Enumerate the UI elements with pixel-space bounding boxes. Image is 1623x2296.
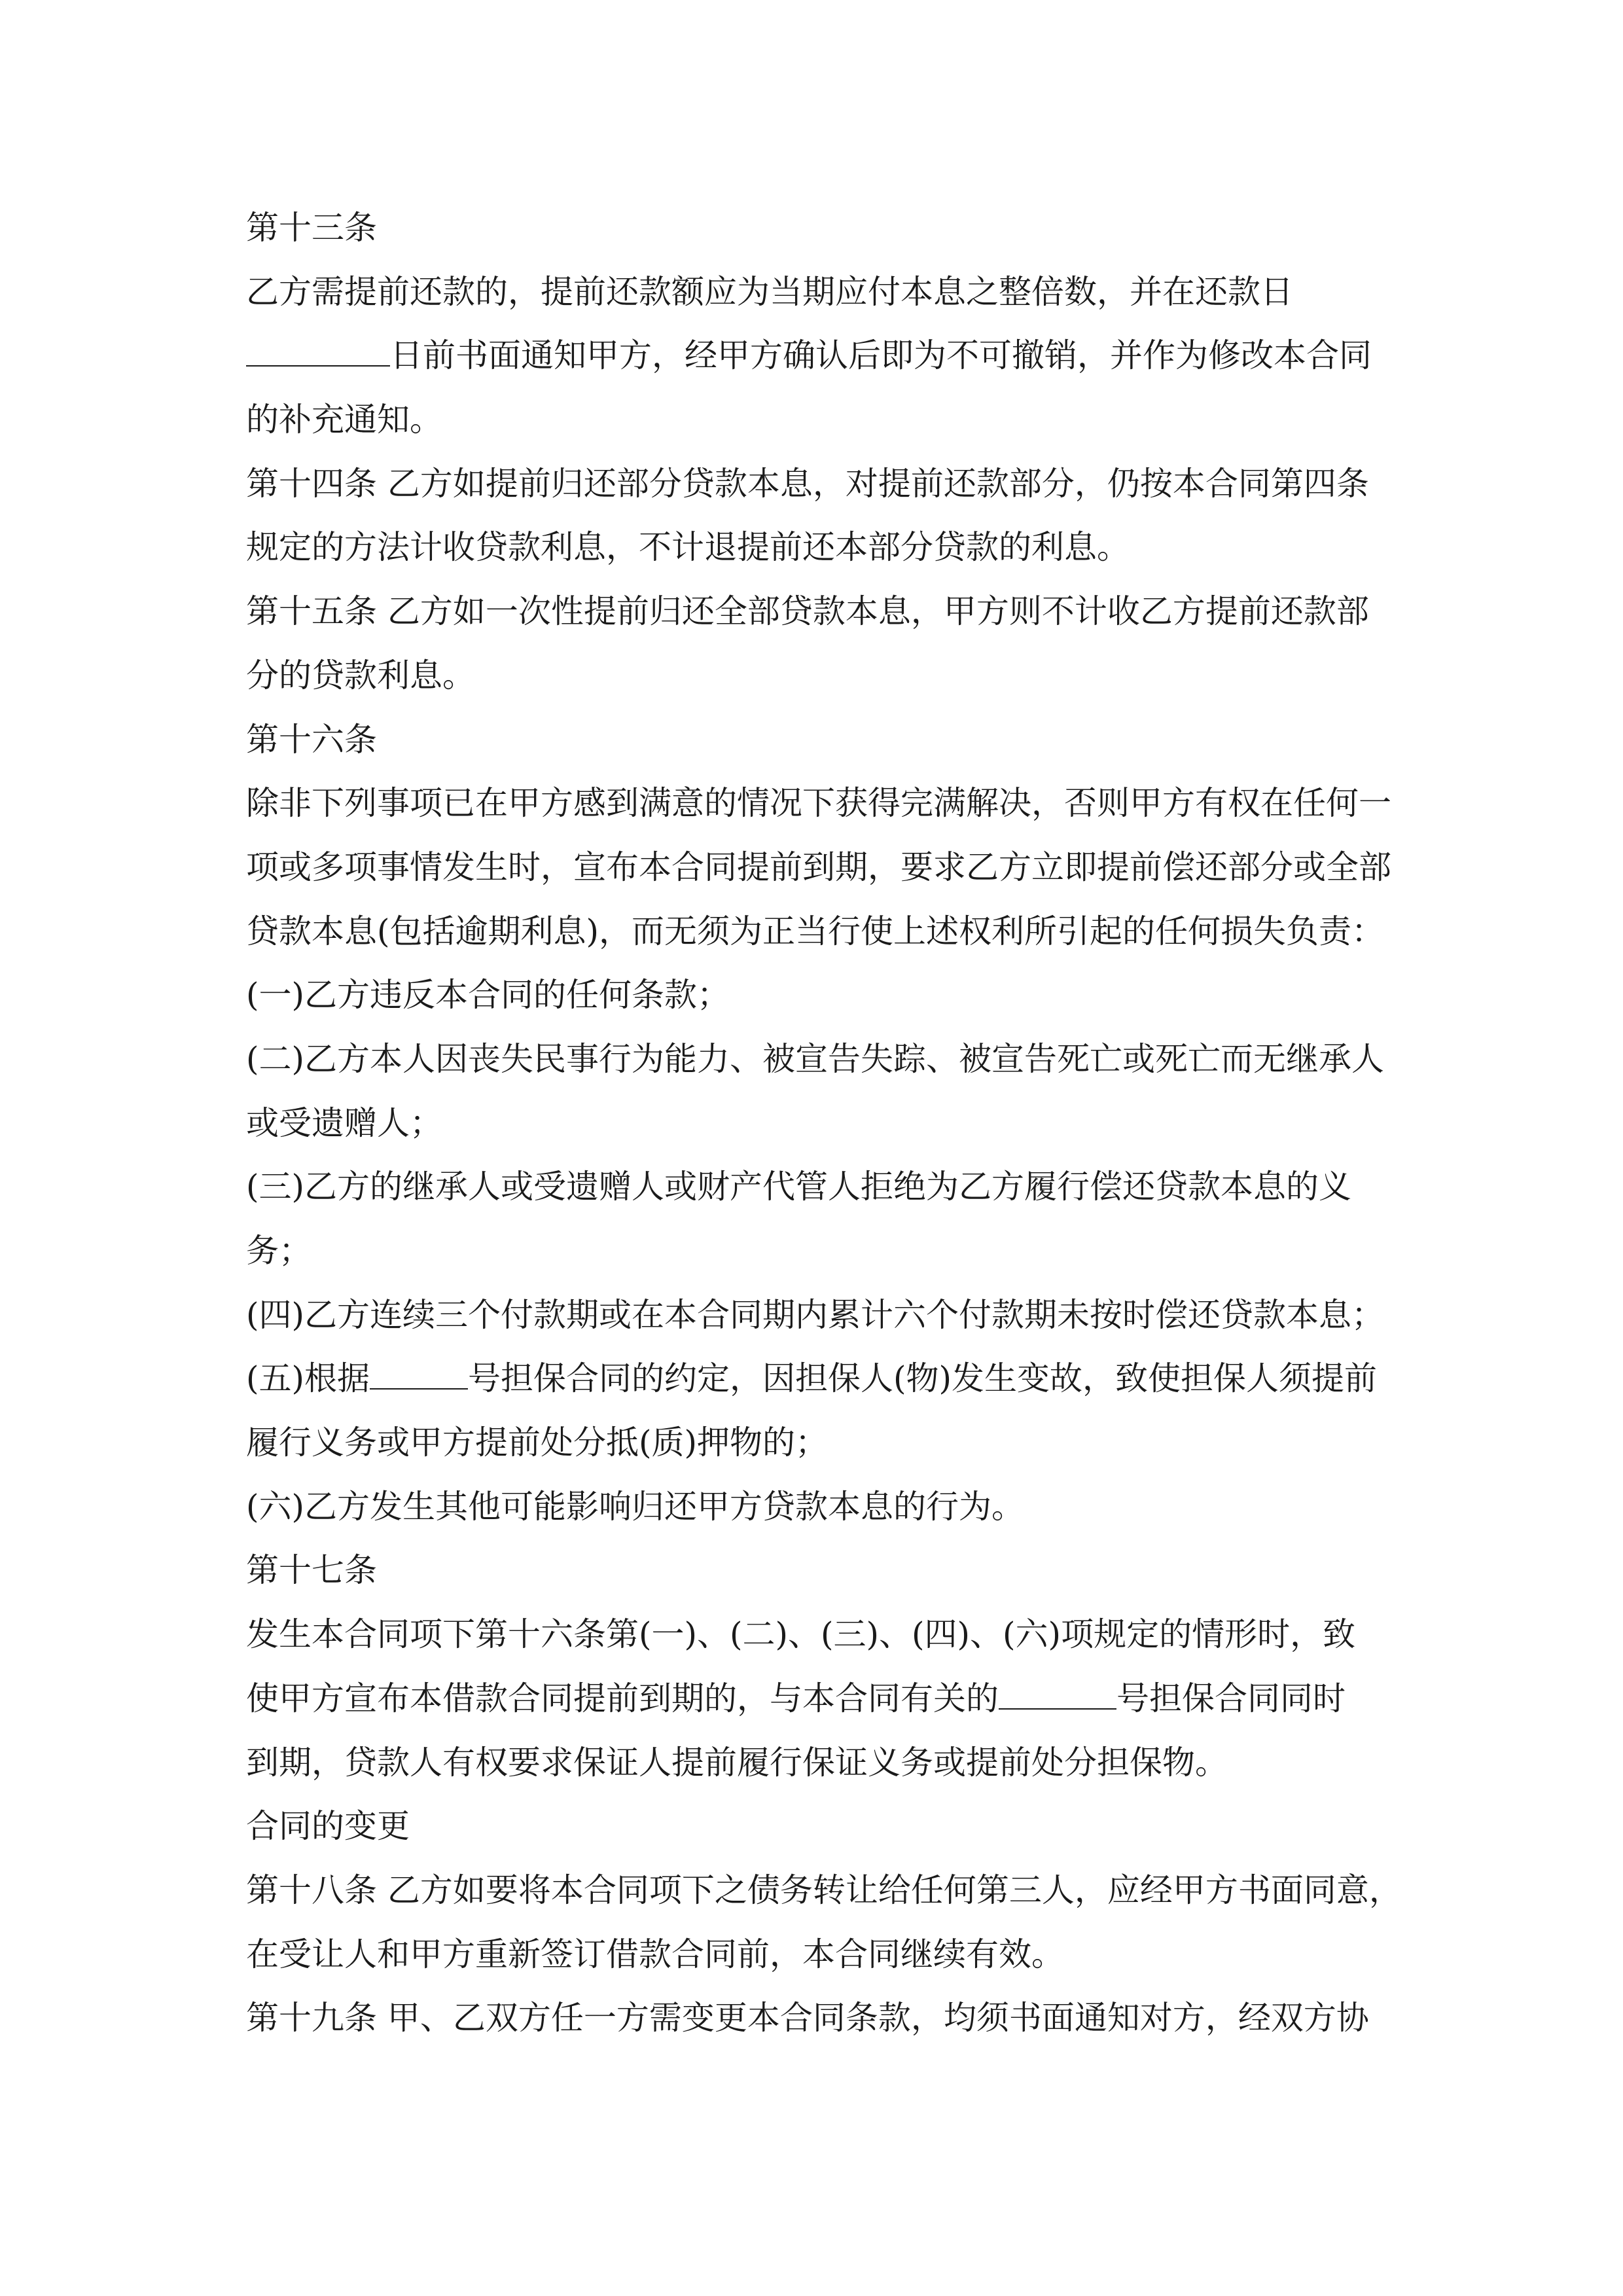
text-segment: (五)根据 <box>246 1359 370 1398</box>
article-13-heading: 第十三条 <box>246 209 377 247</box>
article-13-text-line <box>246 324 1385 388</box>
article-16-item-2: (二)乙方本人因丧失民事行为能力、被宣告失踪、被宣告死亡或死亡而无继承人 <box>246 1039 1385 1078</box>
article-16-item-6: (六)乙方发生其他可能影响归还甲方贷款本息的行为。 <box>246 1487 1025 1526</box>
document-body <box>246 196 1402 2051</box>
fill-in-blank <box>370 1357 468 1390</box>
article-16-item-1: (一)乙方违反本合同的任何条款； <box>246 976 730 1014</box>
article-16-item-4: (四)乙方连续三个付款期或在本合同期内累计六个付款期未按时偿还贷款本息； <box>246 1295 1385 1334</box>
article-13-text-line: 的补充通知。 <box>246 401 442 439</box>
article-16-text-line: 项或多项事情发生时，宣布本合同提前到期，要求乙方立即提前偿还部分或全部 <box>246 848 1391 886</box>
article-16-item-2: 或受遗赠人； <box>246 1103 442 1142</box>
article-16-text-line: 除非下列事项已在甲方感到满意的情况下获得完满解决，否则甲方有权在任何一 <box>246 784 1391 823</box>
text-segment: 使甲方宣布本借款合同提前到期的，与本合同有关的 <box>246 1679 999 1717</box>
article-18-line: 在受让人和甲方重新签订借款合同前，本合同继续有效。 <box>246 1935 1064 1973</box>
article-17-text-line: 到期，贷款人有权要求保证人提前履行保证义务或提前处分担保物。 <box>246 1743 1228 1782</box>
article-18-line: 第十八条 乙方如要将本合同项下之债务转让给任何第三人，应经甲方书面同意， <box>246 1871 1402 1909</box>
article-13-text-line: 乙方需提前还款的，提前还款额应为当期应付本息之整倍数，并在还款日 <box>246 272 1293 311</box>
article-15-line: 分的贷款利息。 <box>246 656 475 694</box>
fill-in-blank <box>246 334 390 367</box>
article-14-line: 规定的方法计收贷款利息，不计退提前还本部分贷款的利息。 <box>246 528 1130 567</box>
article-14-line: 第十四条 乙方如提前归还部分贷款本息，对提前还款部分，仍按本合同第四条 <box>246 464 1369 503</box>
article-16-item-3: (三)乙方的继承人或受遗赠人或财产代管人拒绝为乙方履行偿还贷款本息的义 <box>246 1168 1352 1206</box>
article-19-line: 第十九条 甲、乙双方任一方需变更本合同条款，均须书面通知对方，经双方协 <box>246 1999 1369 2037</box>
section-heading: 合同的变更 <box>246 1807 410 1846</box>
article-16-heading: 第十六条 <box>246 720 377 759</box>
text-segment: 号担保合同同时 <box>1116 1679 1346 1717</box>
article-16-item-5: 履行义务或甲方提前处分抵(质)押物的； <box>246 1424 829 1462</box>
article-17-text-line <box>246 1667 1385 1731</box>
article-16-text-line: 贷款本息(包括逾期利息)，而无须为正当行使上述权利所引起的任何损失负责： <box>246 912 1385 950</box>
text-segment: 号担保合同的约定，因担保人(物)发生变故，致使担保人须提前 <box>468 1359 1378 1398</box>
article-15-line: 第十五条 乙方如一次性提前归还全部贷款本息，甲方则不计收乙方提前还款部 <box>246 592 1369 631</box>
text-segment: 日前书面通知甲方，经甲方确认后即为不可撤销，并作为修改本合同 <box>390 336 1372 375</box>
article-17-heading: 第十七条 <box>246 1551 377 1590</box>
article-16-item-5 <box>246 1347 1385 1411</box>
fill-in-blank <box>999 1677 1116 1710</box>
article-17-text-line: 发生本合同项下第十六条第(一)、(二)、(三)、(四)、(六)项规定的情形时，致 <box>246 1615 1356 1654</box>
article-16-item-3: 务； <box>246 1232 312 1270</box>
